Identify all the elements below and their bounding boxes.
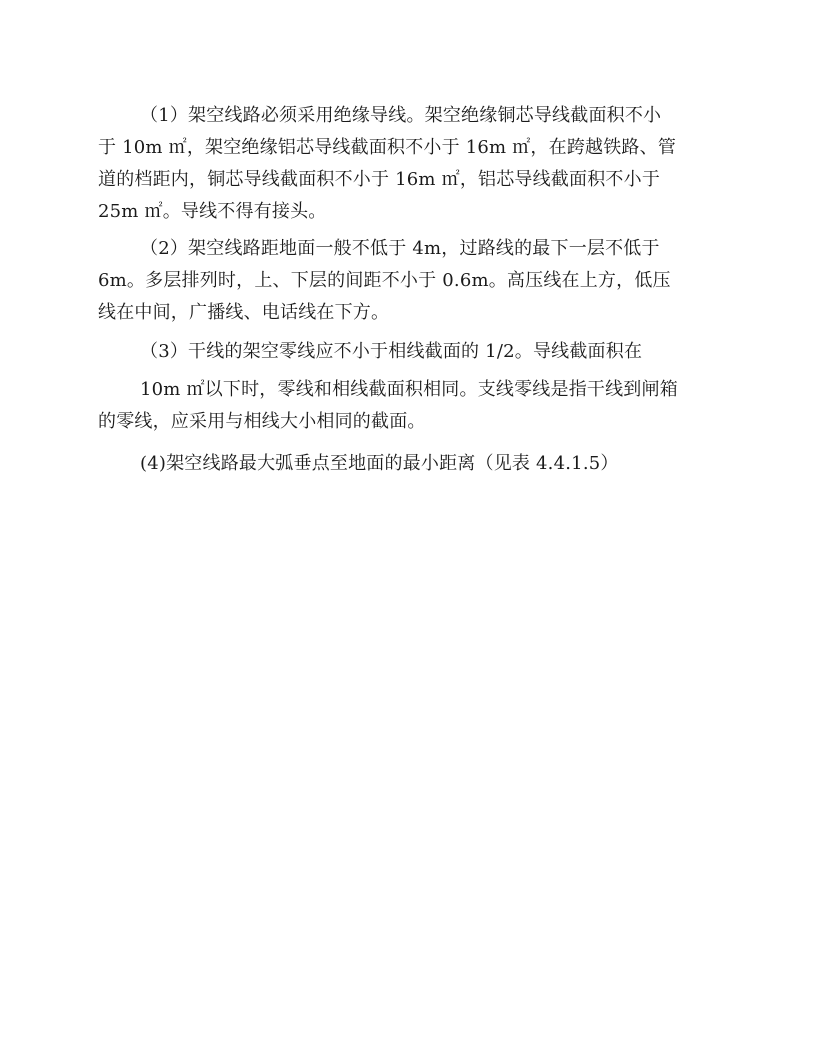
paragraph-2-line-3: 线在中间，广播线、电话线在下方。 — [98, 302, 390, 323]
paragraph-2-line-2: 6m。多层排列时，上、下层的间距不小于 0.6m。高压线在上方，低压 — [98, 270, 671, 291]
paragraph-3-line-1: （3）干线的架空零线应不小于相线截面的 1/2。导线截面积在 — [140, 341, 643, 362]
paragraph-4-line-1: (4)架空线路最大弧垂点至地面的最小距离（见表 4.4.1.5） — [140, 453, 619, 474]
paragraph-2-line-1: （2）架空线路距地面一般不低于 4m，过路线的最下一层不低于 — [140, 238, 660, 259]
paragraph-3-line-2: 10m ㎡以下时，零线和相线截面积相同。支线零线是指干线到闸箱 — [140, 379, 678, 400]
paragraph-1-line-2: 于 10m ㎡，架空绝缘铝芯导线截面积不小于 16m ㎡，在跨越铁路、管 — [98, 137, 677, 158]
paragraph-3-line-3: 的零线，应采用与相线大小相同的截面。 — [98, 411, 426, 432]
paragraph-1-line-1: （1）架空线路必须采用绝缘导线。架空绝缘铜芯导线截面积不小 — [140, 105, 662, 126]
paragraph-1-line-4: 25m ㎡。导线不得有接头。 — [98, 201, 327, 222]
paragraph-1-line-3: 道的档距内，铜芯导线截面积不小于 16m ㎡，铝芯导线截面积不小于 — [98, 169, 661, 190]
